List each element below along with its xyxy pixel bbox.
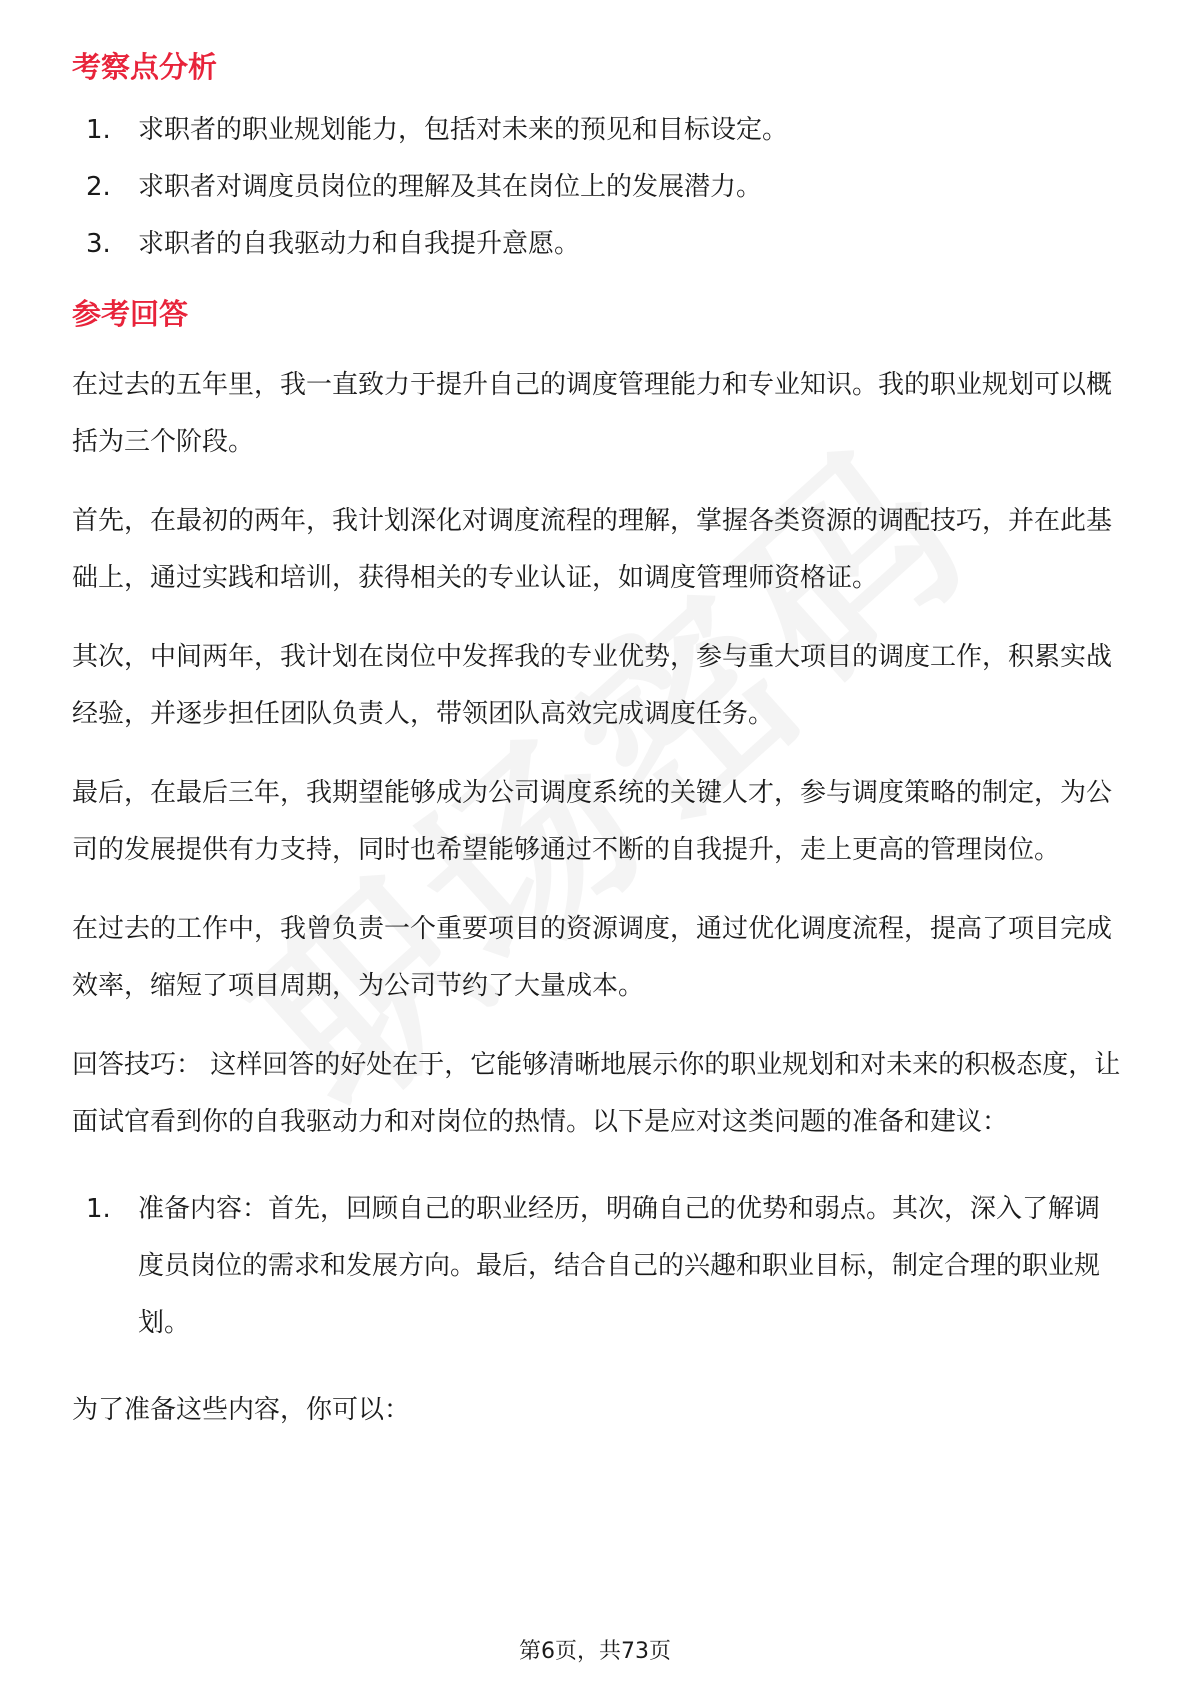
list-number: 1. <box>86 1194 111 1224</box>
paragraph: 回答技巧： 这样回答的好处在于，它能够清晰地展示你的职业规划和对未来的积极态度，让面试官看到你的自我驱动力和对岗位的热情。以下是应对这类问题的准备和建议： <box>72 1050 1121 1137</box>
list-text: 求职者的自我驱动力和自我提升意愿。 <box>138 229 581 259</box>
list-number: 2. <box>86 172 111 202</box>
paragraph: 在过去的工作中，我曾负责一个重要项目的资源调度，通过优化调度流程，提高了项目完成效率，缩短了项目周期，为公司节约了大量成本。 <box>72 914 1113 1001</box>
list-number: 3. <box>86 229 111 259</box>
list-item <box>72 102 1122 159</box>
page-footer: 第6页，共73页 <box>519 1639 671 1664</box>
answer-title: 参考回答 <box>72 297 189 331</box>
analysis-list <box>72 102 1122 273</box>
document-body <box>72 46 1122 1461</box>
paragraph: 最后，在最后三年，我期望能够成为公司调度系统的关键人才，参与调度策略的制定，为公司的发展提供有力支持，同时也希望能够通过不断的自我提升，走上更高的管理岗位。 <box>72 778 1113 865</box>
list-text: 求职者对调度员岗位的理解及其在岗位上的发展潜力。 <box>138 172 763 202</box>
paragraph: 其次，中间两年，我计划在岗位中发挥我的专业优势，参与重大项目的调度工作，积累实战经验，并逐步担任团队负责人，带领团队高效完成调度任务。 <box>72 642 1113 729</box>
analysis-title: 考察点分析 <box>72 50 218 84</box>
list-text: 准备内容：首先，回顾自己的职业经历，明确自己的优势和弱点。其次，深入了解调度员岗位的需求和发展方向。最后，结合自己的兴趣和职业目标，制定合理的职业规划。 <box>138 1194 1101 1338</box>
closing-paragraph: 为了准备这些内容，你可以： <box>72 1395 411 1425</box>
list-item <box>72 159 1122 216</box>
tips-list <box>72 1181 1122 1352</box>
list-number: 1. <box>86 115 111 145</box>
list-item <box>72 1181 1122 1352</box>
list-text: 求职者的职业规划能力，包括对未来的预见和目标设定。 <box>138 115 789 145</box>
paragraph: 首先，在最初的两年，我计划深化对调度流程的理解，掌握各类资源的调配技巧，并在此基础上，通过实践和培训，获得相关的专业认证，如调度管理师资格证。 <box>72 506 1113 593</box>
list-item <box>72 216 1122 273</box>
paragraph: 在过去的五年里，我一直致力于提升自己的调度管理能力和专业知识。我的职业规划可以概括为三个阶段。 <box>72 370 1113 457</box>
